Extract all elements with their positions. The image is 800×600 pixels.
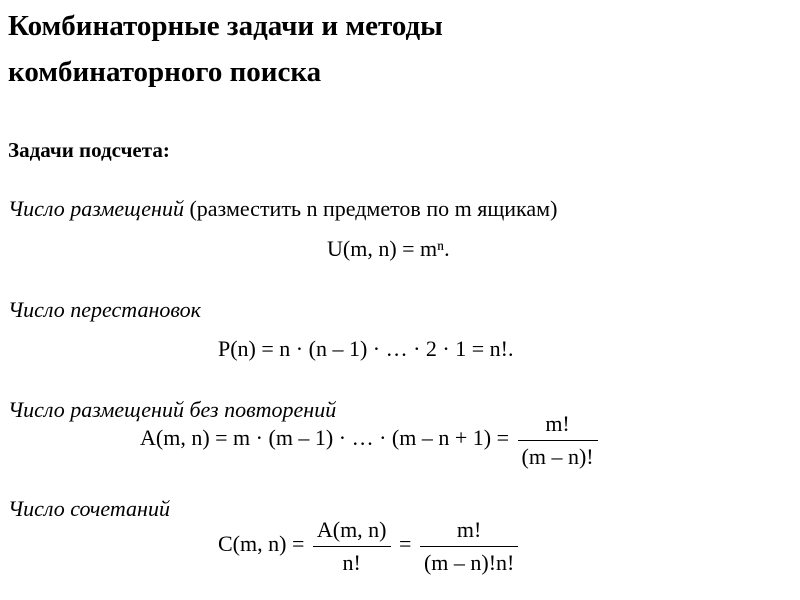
arrangements-label-italic: Число размещений bbox=[8, 196, 184, 221]
page-title-line-2: комбинаторного поиска bbox=[8, 56, 322, 88]
arrangements-no-repeat-label-italic: Число размещений без повторений bbox=[8, 397, 337, 422]
combinations-fraction-2 bbox=[420, 516, 518, 576]
arrangements-label-note: (разместить n предметов по m ящикам) bbox=[183, 196, 558, 221]
arrangements-formula bbox=[327, 236, 450, 262]
fraction-numerator: A(m, n) bbox=[313, 516, 391, 547]
fraction-denominator: n! bbox=[342, 549, 361, 575]
combinations-formula bbox=[218, 516, 521, 576]
fraction-denominator: (m – n)!n! bbox=[423, 549, 515, 575]
combinations-formula-lhs: C(m, n) = bbox=[218, 531, 305, 557]
arrangements-no-repeat-fraction bbox=[518, 410, 598, 470]
arrangements-no-repeat-formula-main: A(m, n) = m · (m – 1) · … · (m – n + 1) = bbox=[140, 425, 509, 451]
page-title-line-1: Комбинаторные задачи и методы bbox=[8, 10, 443, 42]
combinations-equals-sign: = bbox=[399, 531, 412, 557]
section-subheading: Задачи подсчета: bbox=[8, 138, 170, 162]
combinations-label bbox=[8, 496, 170, 522]
permutations-label-italic: Число перестановок bbox=[8, 297, 201, 322]
combinations-label-italic: Число сочетаний bbox=[8, 496, 170, 521]
arrangements-label bbox=[8, 196, 557, 222]
permutations-label bbox=[8, 297, 201, 323]
fraction-numerator: m! bbox=[518, 410, 598, 441]
fraction-denominator: (m – n)! bbox=[521, 443, 594, 469]
fraction-numerator: m! bbox=[420, 516, 518, 547]
permutations-formula bbox=[218, 336, 514, 362]
arrangements-formula-text: U(m, n) = mⁿ. bbox=[327, 236, 450, 261]
combinations-fraction-1 bbox=[313, 516, 391, 576]
permutations-formula-text: P(n) = n · (n – 1) · … · 2 · 1 = n!. bbox=[218, 336, 514, 361]
arrangements-no-repeat-formula bbox=[140, 410, 601, 470]
